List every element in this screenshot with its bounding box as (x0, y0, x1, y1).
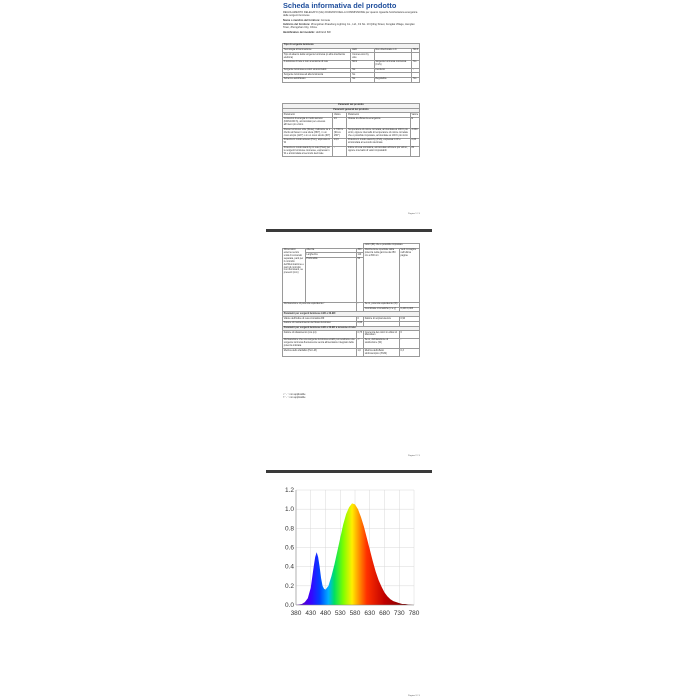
type-section-header: Tipo di sorgente luminosa (283, 44, 420, 49)
y-tick-label: 0.0 (284, 602, 294, 609)
dim-value: 110 (356, 253, 363, 258)
parameter-name: Potenza in modo acceso (Pon), espressa in W (283, 139, 333, 147)
parameter-value: 0 (356, 317, 363, 322)
parameter-value: No (412, 77, 420, 82)
table-row (283, 53, 420, 61)
parameter-name: Potenza in modo stand-by (Psb), espressa in W e arrotondata al secondo decimale (347, 139, 411, 147)
top-fragment: colori (IR) che è possibile impostare (363, 244, 419, 249)
parameter-name: Valore dell'indice di resa cromatica R9 (283, 317, 357, 322)
x-tick-label: 480 (320, 610, 331, 617)
parameter-value: MLS (413, 48, 419, 52)
parameter-name: Consumo di energia in modo acceso (kWh/1000 h), arrotondato per eccesso all'intero più vicino (283, 118, 333, 129)
page-number: Pagina 3 / 3 (408, 695, 420, 697)
y-tick-label: 0.6 (284, 544, 294, 552)
y-tick-label: 1.0 (284, 506, 294, 514)
spectral-distribution-chart (283, 485, 418, 625)
equivalent-power-label: Dichiarazione di potenza equivalenteᵃ⁾ (283, 303, 357, 312)
parameter-value: - (412, 68, 420, 73)
led-oled-section-header: Parametri per sorgenti luminose LED e OLED: (283, 312, 420, 317)
column-header: Parametro (347, 113, 411, 118)
general-parameters-header: Parametri generali del prodotto (283, 108, 420, 113)
product-parameters-table (282, 103, 420, 157)
parameter-name: Metrica dello sfarfallio (Pst LM) (283, 349, 357, 357)
column-header: Valore (333, 113, 347, 118)
table-row (283, 146, 420, 157)
parameter-value: 0,3 (399, 349, 419, 357)
dim-name: Altezza (305, 248, 356, 253)
parameter-name: Metrica dell'effetto stroboscopico (SVM) (363, 349, 399, 357)
parameter-value: 80 (410, 146, 419, 157)
footnote: ᵇ⁾ ' - ': non applicabile (283, 396, 306, 399)
supplier-label: Nome o marchio del fornitore: (283, 19, 321, 22)
parameter-value: 0,00 (410, 139, 419, 147)
chromaticity-values: 0,440 0,403 (399, 307, 419, 312)
parameter-name: Fattore di sopravvivenza (363, 317, 399, 322)
footnote: ᵃ⁾ ' - ': non applicabile (283, 393, 306, 396)
dim-value: 56 (356, 258, 363, 303)
parameter-name: Involucro (374, 68, 412, 73)
footnotes (283, 393, 305, 399)
parameter-value: MLS (351, 60, 374, 68)
table-row (283, 77, 420, 82)
parameter-value: - (399, 338, 419, 349)
parameter-name: Temperatura di colore correlata, arrotondata ai 100 K più vicini, oppure intervallo di temperature di colore correlate che è possibile impostare, arrotondate ai 100 K più vicini (347, 128, 411, 139)
model-value: LED E14 6W (315, 30, 331, 34)
supplier-info (283, 19, 420, 34)
dim-name: Profondità (305, 258, 356, 303)
page-number: Pagina 1 / 3 (408, 213, 420, 215)
dim-name: Larghezza (305, 253, 356, 258)
address-label: Indirizzo del fornitore: (283, 23, 311, 27)
x-tick-label: 680 (379, 610, 390, 617)
dimensions-table (282, 243, 420, 357)
chromaticity-label: Coordinate cromatiche (x e y) (363, 307, 399, 312)
parameter-value: 3 000 (410, 128, 419, 139)
dim-value: 300 (357, 248, 362, 252)
table-row (283, 128, 420, 139)
parameter-value (412, 53, 420, 61)
column-header: Valore (411, 112, 419, 116)
dimensions-label: Dimensioni esterne senza unità di comando separata, parti per il controllo dell'illuminazione e parti di controllo non illuminanti, se presenti (mm) (283, 248, 306, 302)
page-separator (266, 470, 432, 473)
parameter-value: 1,0 (356, 349, 363, 357)
parameter-value: 6 (399, 331, 419, 339)
regulation-text: REGOLAMENTO DELEGATO (UE) 2019/2015 DELLA COMMISSIONE per quanto riguarda l'etichettatura energetica delle sorgenti luminose (283, 11, 418, 18)
light-source-type-table (282, 43, 420, 83)
parameter-name: Classe di efficienza energetica (347, 118, 411, 129)
parameter-value: - (333, 146, 347, 157)
table-row (283, 118, 420, 129)
parameter-name: Potenza in modo stand-by in rete (Pnet) per le sorgenti luminose connesse, espressa in W e arrotondata al secondo decimale (283, 146, 333, 157)
x-tick-label: 430 (305, 610, 317, 617)
parameter-name (374, 53, 412, 61)
table-row (283, 338, 420, 349)
supplier-value: Cometa (320, 19, 330, 22)
x-tick-label: 380 (290, 610, 302, 617)
page-number: Pagina 2 / 3 (408, 455, 420, 457)
parameter-name: A tensione di rete o non a tensione di rete (283, 60, 351, 68)
parameter-name: Tipo di attacco della sorgente luminosa (o altra interfaccia elettrica) (283, 53, 351, 61)
parameter-value: E (410, 118, 419, 129)
page-title: Scheda informativa del prodotto (283, 1, 397, 10)
equivalent-power-right: Se sì, potenza equivalente (W) (364, 302, 398, 306)
parameter-name: Coerenza dei colori in ellissi di MacAdam (363, 331, 399, 339)
y-tick-label: 0.2 (284, 582, 294, 590)
parameter-value: 0,96 (357, 321, 363, 325)
spectrum-area (296, 503, 414, 605)
column-header: Parametro (283, 113, 333, 118)
parameter-name: Fattore di mantenimento del flusso luminoso (283, 321, 357, 326)
page-separator (266, 229, 432, 232)
table-row (283, 139, 420, 147)
spectral-value: Vedi immagine nell'ultima pagina (399, 248, 419, 302)
equivalent-power-value: - (356, 303, 363, 312)
parameter-value: LED (351, 48, 374, 53)
parameter-value: 0,75 (356, 331, 363, 339)
parameter-name: Schermo antiriflesso (283, 77, 351, 82)
x-tick-label: 630 (364, 610, 376, 617)
parameter-name: Tecnologia d'illuminazione (283, 48, 351, 53)
y-tick-label: 1.2 (284, 487, 294, 494)
parameter-value: 24,6 (333, 139, 347, 147)
parameter-name: Indice di resa cromatica, arrotondato all'intero più vicino, oppure intervallo di valori impostabili (347, 146, 411, 157)
y-tick-label: 0.8 (284, 525, 294, 533)
table-row (283, 331, 420, 339)
parameter-name: Non direzionale o di (374, 48, 412, 53)
parameter-value: No (412, 60, 420, 68)
parameter-name: Se sì, dichiarazione di sostituzione (W) (363, 338, 399, 349)
parameter-name: Fattore di sfasamento (cos φ1) (283, 331, 357, 339)
parameter-name: Regolabile (374, 77, 412, 82)
spectral-label: Distribuzione spettrale della potenza nella gamma da 250 nm a 800 nm (363, 248, 399, 302)
mains-section-header: Parametri per sorgenti luminose LED e OLED a tensione di rete: (283, 326, 420, 331)
parameter-value: No (351, 77, 374, 82)
y-tick-label: 0.4 (284, 563, 294, 571)
x-tick-label: 530 (334, 610, 346, 617)
address-value: Zhongshan Zhaodong Lighting Co., Ltd., F2 No. 10 Qiling Street, Fengkai Village, Henglan Town, Zhongshan City, China. (283, 23, 415, 30)
parameter-value: 24 (333, 118, 347, 129)
parameter-name: Sorgente luminosa connessa (CLS) (374, 60, 412, 68)
x-tick-label: 580 (349, 610, 361, 617)
x-tick-label: 730 (393, 610, 405, 617)
model-label: Identificativo del modello: (283, 30, 315, 34)
parameters-section-header: Parametri del prodotto (283, 104, 420, 109)
parameter-value: Connes-sion by wire (351, 53, 374, 61)
parameter-name: Dichiarazione che una sorgente luminosa a LED può sostituire una sorgente luminosa fluorescente senza alimentatore integrato della potenza indicata (283, 338, 355, 347)
parameter-value: 2 700 lm (90-cu 260°) (333, 128, 347, 139)
table-row (283, 60, 420, 68)
parameter-value: No (351, 68, 374, 73)
x-tick-label: 780 (408, 610, 420, 617)
parameter-value: 0,90 (399, 317, 419, 322)
parameter-name: Flusso luminoso utile (Φuse), indicante se è riferito al flusso in una sfera (360°), in un cono ampio (120°) o in un cono stretto (90°) (283, 128, 333, 139)
parameter-value: -ᵇ⁾ (356, 338, 363, 349)
parameter-name: Sorgente luminosa a colori sintonizzabili (283, 68, 351, 73)
parameter-name: Sorgente luminosa ad alta luminanza (283, 73, 351, 78)
table-row (283, 349, 420, 357)
parameter-value: No (351, 73, 374, 78)
